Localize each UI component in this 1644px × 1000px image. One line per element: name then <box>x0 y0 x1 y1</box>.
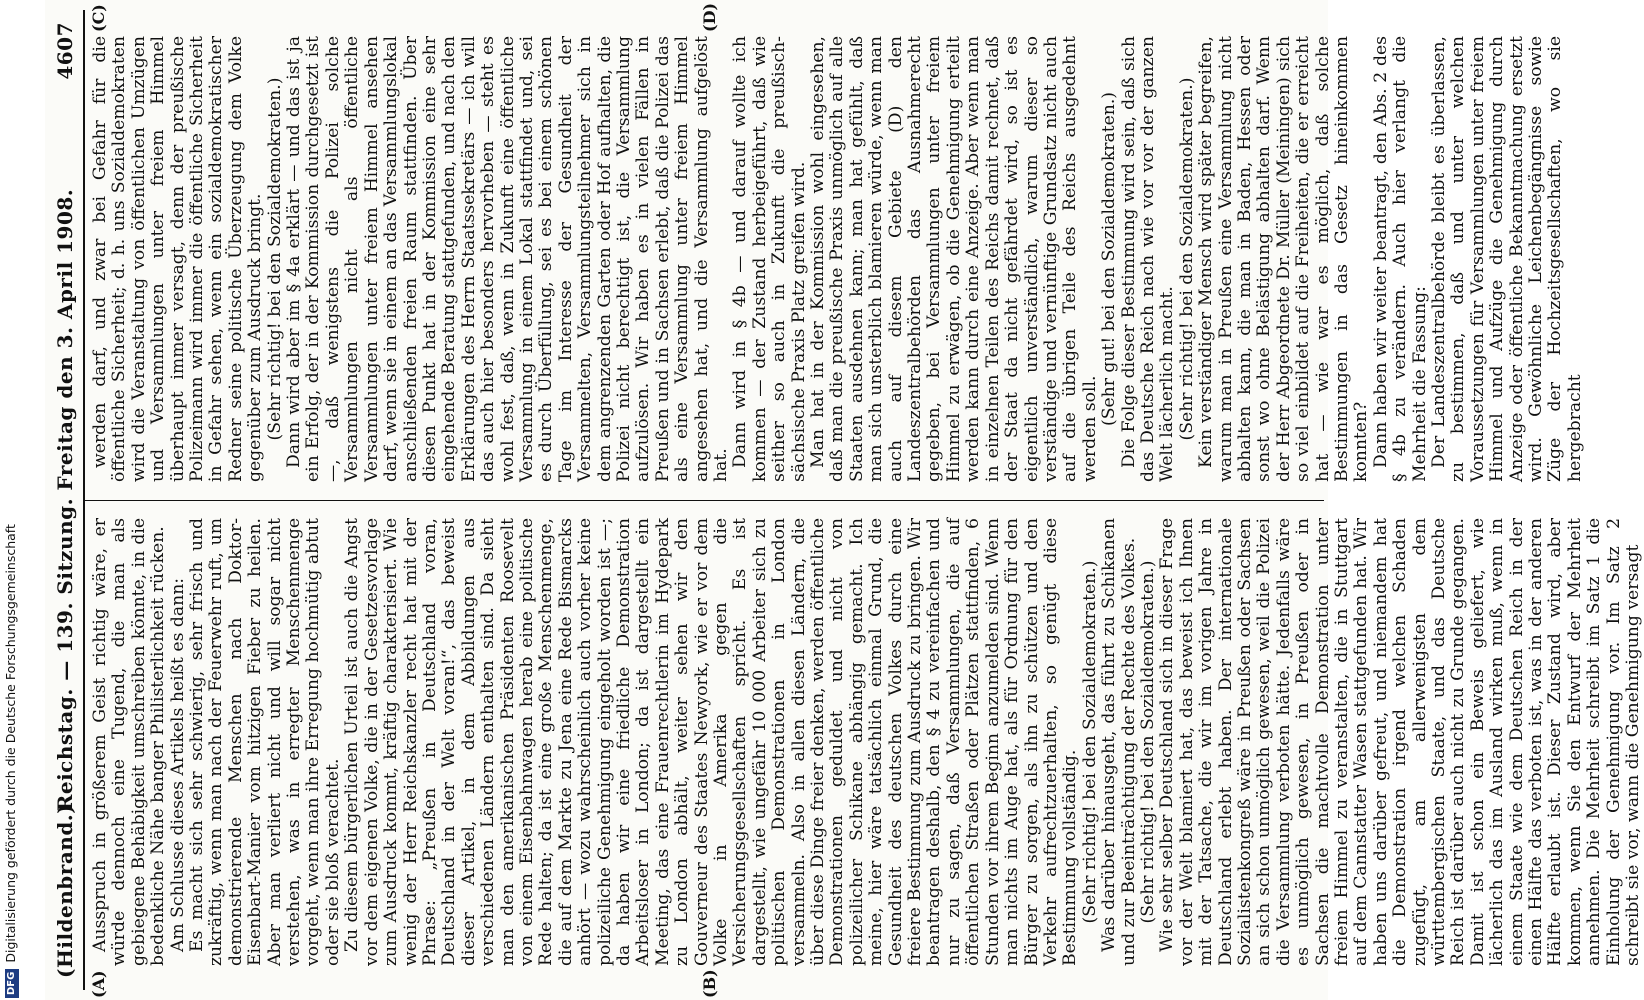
document-page <box>45 0 1644 1000</box>
margin-marker-c: (C) <box>89 4 108 32</box>
footer-strip <box>0 0 28 1000</box>
margin-marker-d: (D) <box>700 2 719 32</box>
footer-credit-text: Digitalisierung gefördert durch die Deutsche Forschungsgemeinschaft <box>3 524 18 963</box>
right-column-paragraph: Kein verständiger Mensch wird später begreifen, warum man in Preußen eine Versammlung nicht abhalten kann, die man in Baden, Hessen oder sonst wo ohne Belästigung abhalten darf. Wenn der Herr Abgeordnete Dr. Müller (Meiningen) sich so viel einbildet auf die Freiheiten, die er erreicht hat — wie war es möglich, daß solche Bestimmungen in das Gesetz hineinkommen konnten? <box>1196 36 1372 482</box>
left-column-paragraph: Am Schlusse dieses Artikels heißt es dann: <box>167 577 188 952</box>
margin-marker-a: (A) <box>89 970 108 998</box>
right-column-interjection: (Sehr gut! bei den Sozialdemokraten.) <box>1099 91 1120 427</box>
left-text-column <box>90 518 1644 966</box>
footer-credit <box>0 28 22 1000</box>
left-column-paragraph: Es macht sich sehr schwierig, sehr frisch und zukräftig, wenn man nach der Feuerwehr ruft, um demonstrierende Menschen nach Doktor-Eisenbart-Manier vom hitzigen Fieber zu heilen. Aber man verliert nicht und will sogar nicht verstehen, was in erregter Menschenmenge vorgeht, wenn man ihre Erregung hochmütig abtut oder sie bloß verachtet. <box>187 518 343 966</box>
right-column-paragraph: Dann haben wir weiter beantragt, den Abs. 2 des § 4b zu verändern. Auch hier verlangt die Mehrheit die Fassung: <box>1370 36 1430 482</box>
right-column-interjection: (Sehr richtig! bei den Sozialdemokraten.) <box>1176 77 1197 441</box>
speaker-name: (Hildenbrand.) <box>53 803 77 978</box>
left-column-paragraph: Wie sehr selber Deutschland sich in dieser Frage vor der Welt blamiert hat, das beweist ich Ihnen mit der Tatsache, die wir im vorigen Jahre in Deutschland erlebt haben. Der internationale Sozialistenkongreß wäre in Preußen oder Sachsen an sich schon unmöglich gewesen, weil die Polizei die Versammlung verboten hätte. Jedenfalls wäre es unmöglich gewesen, in Preußen oder in Sachsen die machtvolle Demonstration unter freiem Himmel zu veranstalten, die in Stuttgart auf dem Cannstatter Wasen stattgefunden hat. Wir haben uns darüber gefreut, und niemandem hat die Demonstration irgend welchen Schaden zugefügt, am allerwenigsten dem württembergischen Staate, und das Deutsche Reich ist darüber auch nicht zu Grunde gegangen. Damit ist schon ein Beweis geliefert, wie lächerlich das im Ausland wirken muß, wenn in einem Staate wie dem Deutschen Reich in der einen Hälfte das verboten ist, was in der anderen Hälfte erlaubt ist. Dieser Zustand wird, aber kommen, wenn Sie den Entwurf der Mehrheit annehmen. Die Mehrheit schreibt im Satz 1 die Einholung der Genehmigung vor. Im Satz 2 schreibt sie vor, wann die Genehmigung versagt <box>1157 518 1644 966</box>
left-column-paragraph: Zu diesem bürgerlichen Urteil ist auch die Angst vor dem eigenen Volke, die in der Gesetzesvorlage zum Ausdruck kommt, kräftig charakterisiert. Wie wenig der Herr Reichskanzler recht hat mit der Phrase: „Preußen in Deutschland voran, Deutschland in der Welt voran!“, das beweist dieser Artikel, in dem Abbildungen aus verschiedenen Ländern enthalten sind. Da sieht man den amerikanischen Präsidenten Roosevelt von einem Eisenbahnwagen herab eine politische Rede halten; da ist eine große Menschenmenge, die auf dem Markte zu Jena eine Rede Bismarcks anhört — wozu wahrscheinlich auch vorher keine polizeiliche Genehmigung eingeholt worden ist —; da haben wir eine friedliche Demonstration Arbeitsloser in London; da ist dargestellt ein Meeting, das eine Frauenrechtlerin im Hydepark zu London abhält, weiter sehen wir den Gouverneur des Staates Newyork, wie er vor dem Volke in Amerika gegen die Versicherungsgesellschaften spricht. Es ist dargestellt, wie ungefähr 10 000 Arbeiter sich zu politischen Demonstrationen in London versammeln. Also in allen diesen Ländern, die über diese Dinge freier denken, werden öffentliche Demonstrationen geduldet und nicht von polizeilicher Schikane abhängig gemacht. Ich meine, hier wäre tatsächlich einmal Grund, die Gesundheit des deutschen Volkes durch eine freiere Bestimmung zum Ausdruck zu bringen. Wir beantragen deshalb, den § 4 zu vereinfachen und nur zu sagen, daß Versammlungen, die auf öffentlichen Straßen oder Plätzen stattfinden, 6 Stunden vor ihrem Beginn anzumelden sind. Wenn man nichts im Auge hat, als für Ordnung für den Bürger zu sorgen, als ihn zu schützen und den Verkehr aufrechtzuerhalten, so genügt diese Bestimmung vollständig. <box>342 518 1081 966</box>
page-number: 4607 <box>53 22 77 80</box>
right-column-paragraph: Man hat in der Kommission wohl eingesehen, daß man die preußische Praxis unmöglich auf alle Staaten ausdehnen kann; man hat gefühlt, daß man sich unsterblich blamieren würde, wenn man auch auf diesem Gebiete (D) den Landeszentralbehörden das Ausnahmerecht gegeben, bei Versammlungen unter freiem Himmel zu erwägen, ob die Genehmigung erteilt werden kann durch eine Anzeige. Aber wenn man in einzelnen Teilen des Reichs damit rechnet, daß der Staat da nicht gefährdet wird, so ist es eigentlich unverständlich, warum dieser so verständige und vernünftige Grundsatz nicht auch auf die übrigen Teile des Reichs ausgedehnt werden soll. <box>808 36 1100 482</box>
right-column-paragraph: Der Landeszentralbehörde bleibt es überlassen, zu bestimmen, daß und unter welchen Voraussetzungen für Versammlungen unter freiem Himmel und Aufzüge die Genehmigung durch Anzeige oder öffentliche Bekanntmachung ersetzt wird. Gewöhnliche Leichenbegängnisse sowie Züge der Hochzeitsgesellschaften, wo sie hergebracht <box>1429 36 1585 482</box>
dfg-logo: DFG <box>5 969 19 998</box>
right-column-paragraph: werden darf, und zwar bei Gefahr für die öffentliche Sicherheit; d. h. uns Sozialdemokraten wird die Veranstaltung von öffentlichen Umzügen und Versammlungen unter freiem Himmel überhaupt immer versagt, denn der preußische Polizeimann wird immer die öffentliche Sicherheit in Gefahr sehen, wenn ein sozialdemokratischer Redner seine politische Überzeugung dem Volke gegenüber zum Ausdruck bringt. <box>90 36 266 482</box>
left-column-interjection: (Sehr richtig! bei den Sozialdemokraten.) <box>1079 560 1100 924</box>
left-column-paragraph: Was darüber hinausgeht, das führt zu Schikanen und zur Beeinträchtigung der Rechte des Volkes. <box>1099 518 1139 966</box>
right-column-interjection: (Sehr richtig! bei den Sozialdemokraten.) <box>264 77 285 441</box>
right-text-column <box>90 36 1585 482</box>
column-divider <box>85 500 1324 501</box>
left-column-paragraph: Ausspruch in größerem Geist richtig wäre, er würde dennoch eine Tugend, die man als gebiegene Behäbigkeit umschreiben könnte, in die bedenkliche Nähe banger Philisterlichkeit rücken. <box>90 518 169 966</box>
right-column-paragraph: Dann wird aber im § 4a erklärt — und das ist ja ein Erfolg, der in der Kommission durchgesetzt ist —, daß wenigstens die Polizei solche Versammlungen nicht als öffentliche Versammlungen unter freiem Himmel ansehen darf, wenn sie in einem an das Versammlungslokal anschließenden freien Raum stattfinden. Über diesen Punkt hat in der Kommission eine sehr eingehende Beratung stattgefunden, und nach den Erklärungen des Herrn Staatssekretärs — ich will das auch hier besonders hervorheben — steht es wohl fest, daß, wenn in Zukunft eine öffentliche Versammlung in einem Lokal stattfindet und, sei es durch Überfüllung, sei es bei einem schönen Tage im Interesse der Gesundheit der Versammelten, Versammlungsteilnehmer sich in dem angrenzenden Garten oder Hof aufhalten, die Polizei nicht berechtigt ist, die Versammlung aufzulösen. Wir haben es in vielen Fällen in Preußen und in Sachsen erlebt, daß die Polizei das als eine Versammlung unter freiem Himmel angesehen hat, und die Versammlung aufgelöst hat. <box>284 36 731 482</box>
page-title: Reichstag. — 139. Sitzung. Freitag den 3. April 1908. <box>53 188 77 812</box>
page-header <box>51 22 81 978</box>
right-column-paragraph: Dann wird in § 4b — und darauf wollte ich kommen — der Zustand herbeigeführt, daß wie seither so auch in Zukunft die preußisch-sächsische Praxis Platz greifen wird. <box>730 36 809 482</box>
left-column-interjection: (Sehr richtig! bei den Sozialdemokraten.) <box>1137 560 1158 924</box>
margin-marker-b: (B) <box>700 969 719 998</box>
right-column-paragraph: Die Folge dieser Bestimmung wird sein, daß sich das Deutsche Reich nach wie vor vor der ganzen Welt lächerlich macht. <box>1118 36 1178 482</box>
